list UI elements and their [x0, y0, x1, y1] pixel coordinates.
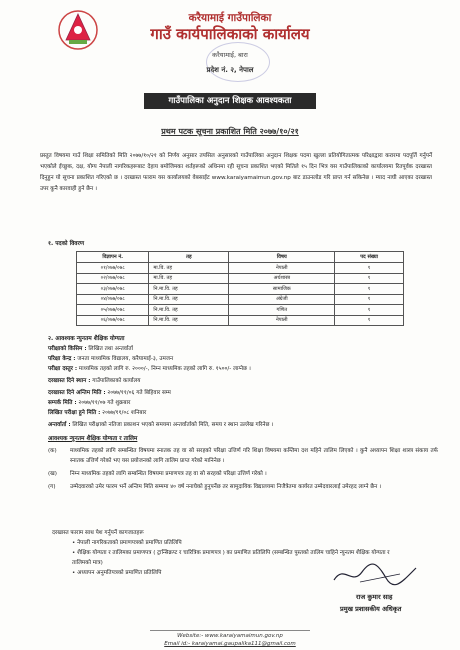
condition-key: (क) [48, 448, 57, 454]
cell-subject: नेपाली [229, 315, 335, 326]
office-name: गाउँ कार्यपालिकाको कार्यालय [150, 25, 310, 43]
doc-item: शैक्षिक योग्यता र तालिमका प्रमाणपत्र ( ट्रान्सिक्रप्ट र चारित्रिक प्रमाणपत्र ) का प्रमाणित प्रतिलिपि (सम्बन्धित पुस्तको तालिम चाहिने न्युनतम शैक्षिक योग्यता र तालिमको मात्र) [72, 550, 390, 566]
contact-value: २०७७/११/०७ गते शुक्रबार [78, 400, 131, 406]
submit-place-label: दरखास्त दिने स्थान : [48, 378, 91, 384]
municipality-name: करैयामाई गाउँपालिका [188, 12, 272, 24]
condition-key: (ख) [48, 471, 57, 477]
list-item [48, 482, 438, 492]
cell-level: नि.मा.वि. तह [149, 284, 229, 295]
deadline-label: दरखास्त दिने अन्तिम मिति : [48, 390, 106, 396]
office-stamp [206, 42, 270, 82]
cell-count: १ [335, 305, 404, 316]
signatory-title: प्रमुख प्रशासकीय अधिकृत [340, 605, 402, 613]
contact-label: सम्पर्क मिति : [48, 400, 77, 406]
header-subject: विषय [229, 252, 335, 263]
cell-level: मा.वि. तह [149, 273, 229, 284]
cell-ad-no: ०५/०७७/०७८ [77, 305, 149, 316]
submit-place-value: गाउँपालिकाको कार्यालय [92, 378, 141, 384]
interview [48, 420, 438, 430]
exam-fee-value: माध्यमिक तहको लागि रु. २०००/-, निम्न माध्यमिक तहको लागि रु. १५००/- लाग्नेछ । [78, 366, 251, 372]
deadline [48, 388, 438, 398]
written-value: २०७७/११/०८ शनिबार [102, 410, 147, 416]
exam-fee [48, 364, 438, 374]
cell-ad-no: ०१/०७७/०७८ [77, 263, 149, 274]
office-location: करैयामाई, बारा [212, 51, 248, 59]
exam-center-value: जनता माध्यमिक विद्यालय, करैयामाई-३, उमजन [77, 356, 174, 362]
cell-subject: अंग्रेजी [229, 294, 335, 305]
written-label: लिखित परीक्षा हुने मिति : [48, 410, 101, 416]
exam-method [48, 344, 438, 354]
list-item: • शैक्षिक योग्यता र तालिमका प्रमाणपत्र ( ट्रान्सिक्रप्ट र चारित्रिक प्रमाणपत्र ) का प्रमाणित प्रतिलिपि (सम्बन्धित पुस्तको तालिम चाहिने न्युनतम शैक्षिक योग्यता र तालिमको मात्र) [72, 550, 390, 566]
contact-date [48, 398, 438, 408]
header-ad-no: विज्ञापन नं. [77, 252, 149, 263]
cell-ad-no: ०२/०७७/०७८ [77, 273, 149, 284]
table-row [77, 284, 404, 295]
condition-text: उम्मेदवारको उमेर फारम भर्ने अन्तिम मिति सम्ममा ४० वर्ष ननाघेको हुनुपर्नेछ तर सामुदायिक विद्यालयमा निजैत्रेतमा कार्यरत उम्मेदवारलाई उमेरहद लाग्ने छैन । [70, 484, 382, 490]
list-item: • अध्यापन अनुमतिपत्रको प्रमाणित प्रतिलिपि [72, 570, 162, 576]
header-count: पद संख्या [335, 252, 404, 263]
cell-count: १ [335, 263, 404, 274]
table-row [77, 263, 404, 274]
cell-subject: अर्थशास्त्र [229, 273, 335, 284]
header-level: तह [149, 252, 229, 263]
footer-divider [150, 630, 310, 631]
footer-email: Email id:- karaiyamai.gaupalika111@gmail.com [164, 641, 296, 647]
interview-label: अन्तर्वार्ता : [48, 422, 71, 428]
table-row [77, 294, 404, 305]
cell-level: नि.मा.वि. तह [149, 315, 229, 326]
section-qualification: २. आवश्यक न्युनतम शैक्षिक योग्यता [48, 336, 125, 342]
table-header-row [77, 252, 404, 263]
province-name: प्रदेश नं. २, नेपाल [206, 66, 254, 74]
conditions-list [48, 446, 438, 492]
list-item [48, 469, 438, 479]
cell-level: मा.वि. तह [149, 263, 229, 274]
notice-banner: गाउँपालिका अनुदान शिक्षक आवश्यकता [144, 93, 316, 109]
docs-title: दरखास्त फाराम साथ पेश गर्नुपर्ने कागजातहरू [52, 530, 144, 536]
exam-center-label: परिक्षा केन्द्र : [48, 356, 76, 362]
cell-count: १ [335, 315, 404, 326]
cell-subject: गणित [229, 305, 335, 316]
exam-method-value: लिखित तथा अन्तर्वार्ता [88, 346, 133, 352]
notice-date: प्रथम पटक सूचना प्रकाशित मिति २०७७/१०/२१ [161, 127, 299, 136]
signatory-name: राज कुमार साह [356, 593, 393, 601]
list-item: • नेपाली नागरिकताको प्रमाणपत्रको प्रमाणित प्रतिलिपि [72, 540, 182, 546]
condition-text: माध्यमिक तहको लागि सम्बन्धित विषयमा स्नातक तह वा सो सरहको परिक्षा उत्तिर्ण गरि शिक्षा विषयमा कम्तिमा दश महिने तालिम लिएको । कुनै अध्यापन शिक्षा शास्त्र संकाय तर्फ स्नातक उत्तिर्ण गरेको भए यस प्रयोजनको लागि तालिम प्राप्त गरेको मानिनेछ । [70, 448, 438, 464]
exam-fee-label: परीक्षा दस्तुर : [48, 366, 78, 372]
cell-ad-no: ०३/०७७/०७८ [77, 284, 149, 295]
table-row [77, 273, 404, 284]
table-row [77, 305, 404, 316]
cell-count: १ [335, 284, 404, 295]
table-row [77, 315, 404, 326]
signature-image [330, 560, 420, 588]
posts-table [76, 251, 404, 326]
cell-count: १ [335, 273, 404, 284]
cell-level: नि.मा.वि. तह [149, 305, 229, 316]
deadline-value: २०७७/११/०६ गते बिहिवार सम्म [107, 390, 171, 396]
doc-item: अध्यापन अनुमतिपत्रको प्रमाणित प्रतिलिपि [77, 570, 162, 576]
exam-method-label: परीक्षाको किसिम : [48, 346, 87, 352]
cell-count: १ [335, 294, 404, 305]
footer-website: Website:- www.karaiyamaimun.gov.np [177, 633, 283, 639]
written-date [48, 408, 438, 418]
submit-place [48, 376, 438, 386]
cell-subject: नेपाली [229, 263, 335, 274]
condition-text: निम्न माध्यमिक तहको लागि सम्बन्धित विषयमा प्रमाणपत्र तह वा सो सरहको परिक्षा उत्तिर्ण गरेको । [70, 471, 267, 477]
cell-ad-no: ०४/०७७/०७८ [77, 294, 149, 305]
interview-value: लिखित परीक्षाको नतिजा प्रकाशन भएको समयमा अन्तर्वार्ताको मिति, समय र स्थान उल्लेख गरिनेछ । [72, 422, 274, 428]
exam-center [48, 354, 438, 364]
condition-key: (ग) [48, 484, 56, 490]
list-item [48, 446, 438, 466]
cell-level: नि.मा.वि. तह [149, 294, 229, 305]
section-post-details: १. पदको विवरण [48, 241, 85, 247]
cell-ad-no: ०६/०७७/०७८ [77, 315, 149, 326]
section-requirements: आवश्यक न्युनतम शैक्षिक योग्यता र तालिम [48, 436, 138, 442]
doc-item: नेपाली नागरिकताको प्रमाणपत्रको प्रमाणित प्रतिलिपि [77, 540, 182, 546]
intro-paragraph: प्रस्तुत विषयमा गाउँ शिक्षा समितिको मिति २०७७/१०/२१ को निर्णय अनुसार तपसिल अनुसारको गाउँपालिका अनुदान शिक्षक पदमा खुल्ला प्रतियोगितात्मक परिक्षाद्वारा करारमा पदपूर्ति गर्नुपर्ने भएकोले ईच्छुक, दक्ष, योग्य नेपाली नागरिकहरूबाट देहाय बमोजिमका शर्तहरूको अधिनमा रही सूचना प्रकाशित भएको मितिले १५ दिन भित्र यस गाउँपालिकाको कार्यालयमा रितपूर्वक दरखास्त दिनुहुन यो सूचना प्रकाशित गरिएको छ । दरखास्त फाराम यस कार्यालयको वेबसाईट www.karaiyamaimun.gov.np बाट डाउनलोड गरि प्राप्त गर्न सकिनेछ । म्याद नाघी आएका दरखास्त उपर कुनै कारवाही हुने छैन । [40, 153, 432, 192]
cell-subject: सामाजिक [229, 284, 335, 295]
